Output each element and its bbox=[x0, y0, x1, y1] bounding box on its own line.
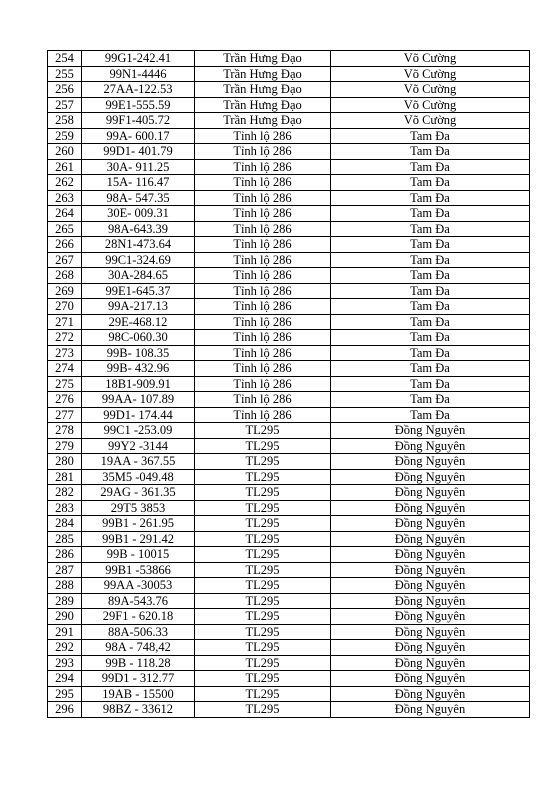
ward-cell: Đồng Nguyên bbox=[331, 485, 530, 501]
street-cell: Tỉnh lộ 286 bbox=[195, 128, 331, 144]
license-plate-cell: 19AB - 15500 bbox=[82, 686, 195, 702]
table-row bbox=[48, 82, 530, 98]
row-number-cell: 268 bbox=[48, 268, 82, 284]
street-cell: Tỉnh lộ 286 bbox=[195, 345, 331, 361]
license-plate-cell: 99G1-242.41 bbox=[82, 51, 195, 67]
table-row bbox=[48, 330, 530, 346]
license-plate-cell: 99D1- 401.79 bbox=[82, 144, 195, 160]
row-number-cell: 290 bbox=[48, 609, 82, 625]
row-number-cell: 287 bbox=[48, 562, 82, 578]
street-cell: Tỉnh lộ 286 bbox=[195, 175, 331, 191]
street-cell: Tỉnh lộ 286 bbox=[195, 299, 331, 315]
license-plate-cell: 15A- 116.47 bbox=[82, 175, 195, 191]
row-number-cell: 280 bbox=[48, 454, 82, 470]
table-row bbox=[48, 376, 530, 392]
ward-cell: Tam Đa bbox=[331, 376, 530, 392]
license-plate-cell: 98A - 748,42 bbox=[82, 640, 195, 656]
table-row bbox=[48, 159, 530, 175]
license-plate-cell: 99E1-645.37 bbox=[82, 283, 195, 299]
ward-cell: Tam Đa bbox=[331, 206, 530, 222]
street-cell: Trần Hưng Đạo bbox=[195, 82, 331, 98]
table-row bbox=[48, 237, 530, 253]
table-row bbox=[48, 206, 530, 222]
license-plate-cell: 18B1-909.91 bbox=[82, 376, 195, 392]
ward-cell: Đồng Nguyên bbox=[331, 562, 530, 578]
row-number-cell: 256 bbox=[48, 82, 82, 98]
license-plate-cell: 99AA- 107.89 bbox=[82, 392, 195, 408]
table-row bbox=[48, 113, 530, 129]
street-cell: TL295 bbox=[195, 500, 331, 516]
table-row bbox=[48, 500, 530, 516]
street-cell: TL295 bbox=[195, 624, 331, 640]
row-number-cell: 285 bbox=[48, 531, 82, 547]
license-plate-cell: 88A-506.33 bbox=[82, 624, 195, 640]
street-cell: Trần Hưng Đạo bbox=[195, 66, 331, 82]
ward-cell: Đồng Nguyên bbox=[331, 469, 530, 485]
table-row bbox=[48, 671, 530, 687]
row-number-cell: 255 bbox=[48, 66, 82, 82]
ward-cell: Tam Đa bbox=[331, 128, 530, 144]
street-cell: TL295 bbox=[195, 655, 331, 671]
ward-cell: Tam Đa bbox=[331, 144, 530, 160]
street-cell: Tỉnh lộ 286 bbox=[195, 237, 331, 253]
table-row bbox=[48, 609, 530, 625]
ward-cell: Tam Đa bbox=[331, 407, 530, 423]
row-number-cell: 289 bbox=[48, 593, 82, 609]
license-plate-cell: 30A-284.65 bbox=[82, 268, 195, 284]
row-number-cell: 288 bbox=[48, 578, 82, 594]
ward-cell: Đồng Nguyên bbox=[331, 593, 530, 609]
license-plate-cell: 99B- 432.96 bbox=[82, 361, 195, 377]
ward-cell: Tam Đa bbox=[331, 175, 530, 191]
table-row bbox=[48, 299, 530, 315]
license-plate-cell: 99E1-555.59 bbox=[82, 97, 195, 113]
ward-cell: Đồng Nguyên bbox=[331, 655, 530, 671]
license-plate-cell: 99B1 - 291.42 bbox=[82, 531, 195, 547]
row-number-cell: 293 bbox=[48, 655, 82, 671]
table-row bbox=[48, 640, 530, 656]
license-plate-cell: 99A- 600.17 bbox=[82, 128, 195, 144]
row-number-cell: 269 bbox=[48, 283, 82, 299]
license-plate-cell: 30A- 911.25 bbox=[82, 159, 195, 175]
license-plate-cell: 99C1 -253.09 bbox=[82, 423, 195, 439]
row-number-cell: 286 bbox=[48, 547, 82, 563]
table-row bbox=[48, 438, 530, 454]
street-cell: TL295 bbox=[195, 485, 331, 501]
row-number-cell: 278 bbox=[48, 423, 82, 439]
ward-cell: Tam Đa bbox=[331, 299, 530, 315]
table-row bbox=[48, 516, 530, 532]
ward-cell: Đồng Nguyên bbox=[331, 531, 530, 547]
license-plate-cell: 99D1- 174.44 bbox=[82, 407, 195, 423]
license-plate-cell: 29AG - 361.35 bbox=[82, 485, 195, 501]
table-row bbox=[48, 485, 530, 501]
street-cell: TL295 bbox=[195, 423, 331, 439]
row-number-cell: 284 bbox=[48, 516, 82, 532]
ward-cell: Tam Đa bbox=[331, 252, 530, 268]
street-cell: Tỉnh lộ 286 bbox=[195, 283, 331, 299]
table-row bbox=[48, 593, 530, 609]
row-number-cell: 296 bbox=[48, 702, 82, 718]
street-cell: Tỉnh lộ 286 bbox=[195, 376, 331, 392]
license-plate-cell: 99B - 118.28 bbox=[82, 655, 195, 671]
street-cell: TL295 bbox=[195, 547, 331, 563]
street-cell: Tỉnh lộ 286 bbox=[195, 159, 331, 175]
street-cell: TL295 bbox=[195, 671, 331, 687]
street-cell: TL295 bbox=[195, 469, 331, 485]
row-number-cell: 272 bbox=[48, 330, 82, 346]
street-cell: Tỉnh lộ 286 bbox=[195, 206, 331, 222]
table-row bbox=[48, 144, 530, 160]
ward-cell: Đồng Nguyên bbox=[331, 671, 530, 687]
row-number-cell: 295 bbox=[48, 686, 82, 702]
ward-cell: Tam Đa bbox=[331, 361, 530, 377]
table-row bbox=[48, 702, 530, 718]
license-plate-cell: 99B1 -53866 bbox=[82, 562, 195, 578]
license-plate-cell: 35M5 -049.48 bbox=[82, 469, 195, 485]
row-number-cell: 270 bbox=[48, 299, 82, 315]
street-cell: TL295 bbox=[195, 516, 331, 532]
row-number-cell: 254 bbox=[48, 51, 82, 67]
license-plate-cell: 98BZ - 33612 bbox=[82, 702, 195, 718]
ward-cell: Đồng Nguyên bbox=[331, 438, 530, 454]
row-number-cell: 261 bbox=[48, 159, 82, 175]
row-number-cell: 277 bbox=[48, 407, 82, 423]
table-row bbox=[48, 314, 530, 330]
ward-cell: Đồng Nguyên bbox=[331, 578, 530, 594]
street-cell: TL295 bbox=[195, 686, 331, 702]
table-row bbox=[48, 407, 530, 423]
ward-cell: Võ Cường bbox=[331, 51, 530, 67]
street-cell: Tỉnh lộ 286 bbox=[195, 392, 331, 408]
table-row bbox=[48, 578, 530, 594]
street-cell: Tỉnh lộ 286 bbox=[195, 330, 331, 346]
license-plate-cell: 98C-060.30 bbox=[82, 330, 195, 346]
ward-cell: Tam Đa bbox=[331, 392, 530, 408]
table-row bbox=[48, 128, 530, 144]
row-number-cell: 282 bbox=[48, 485, 82, 501]
table-row bbox=[48, 531, 530, 547]
table-row bbox=[48, 624, 530, 640]
row-number-cell: 276 bbox=[48, 392, 82, 408]
ward-cell: Đồng Nguyên bbox=[331, 500, 530, 516]
street-cell: TL295 bbox=[195, 640, 331, 656]
license-plate-cell: 99B1 - 261.95 bbox=[82, 516, 195, 532]
row-number-cell: 273 bbox=[48, 345, 82, 361]
ward-cell: Võ Cường bbox=[331, 97, 530, 113]
license-plate-cell: 29F1 - 620.18 bbox=[82, 609, 195, 625]
ward-cell: Đồng Nguyên bbox=[331, 516, 530, 532]
ward-cell: Đồng Nguyên bbox=[331, 609, 530, 625]
ward-cell: Võ Cường bbox=[331, 113, 530, 129]
row-number-cell: 258 bbox=[48, 113, 82, 129]
table-row bbox=[48, 190, 530, 206]
ward-cell: Tam Đa bbox=[331, 159, 530, 175]
table-row bbox=[48, 66, 530, 82]
table-row bbox=[48, 345, 530, 361]
street-cell: TL295 bbox=[195, 609, 331, 625]
license-plate-cell: 99B - 10015 bbox=[82, 547, 195, 563]
table-body bbox=[48, 51, 530, 718]
street-cell: Tỉnh lộ 286 bbox=[195, 361, 331, 377]
table-row bbox=[48, 547, 530, 563]
license-plate-cell: 99C1-324.69 bbox=[82, 252, 195, 268]
street-cell: Tỉnh lộ 286 bbox=[195, 252, 331, 268]
row-number-cell: 294 bbox=[48, 671, 82, 687]
table-row bbox=[48, 221, 530, 237]
street-cell: Tỉnh lộ 286 bbox=[195, 144, 331, 160]
table-row bbox=[48, 655, 530, 671]
street-cell: TL295 bbox=[195, 562, 331, 578]
ward-cell: Tam Đa bbox=[331, 221, 530, 237]
ward-cell: Đồng Nguyên bbox=[331, 624, 530, 640]
street-cell: TL295 bbox=[195, 578, 331, 594]
street-cell: Tỉnh lộ 286 bbox=[195, 407, 331, 423]
license-plate-cell: 99Y2 -3144 bbox=[82, 438, 195, 454]
license-plate-cell: 99D1 - 312.77 bbox=[82, 671, 195, 687]
street-cell: TL295 bbox=[195, 454, 331, 470]
street-cell: TL295 bbox=[195, 438, 331, 454]
row-number-cell: 267 bbox=[48, 252, 82, 268]
license-plate-cell: 99A-217.13 bbox=[82, 299, 195, 315]
license-plate-cell: 99B- 108.35 bbox=[82, 345, 195, 361]
table-row bbox=[48, 175, 530, 191]
ward-cell: Tam Đa bbox=[331, 330, 530, 346]
row-number-cell: 265 bbox=[48, 221, 82, 237]
row-number-cell: 260 bbox=[48, 144, 82, 160]
ward-cell: Đồng Nguyên bbox=[331, 423, 530, 439]
row-number-cell: 271 bbox=[48, 314, 82, 330]
row-number-cell: 274 bbox=[48, 361, 82, 377]
ward-cell: Tam Đa bbox=[331, 283, 530, 299]
table-row bbox=[48, 97, 530, 113]
license-plate-cell: 99F1-405.72 bbox=[82, 113, 195, 129]
street-cell: Tỉnh lộ 286 bbox=[195, 190, 331, 206]
ward-cell: Võ Cường bbox=[331, 66, 530, 82]
ward-cell: Tam Đa bbox=[331, 345, 530, 361]
street-cell: Tỉnh lộ 286 bbox=[195, 268, 331, 284]
ward-cell: Tam Đa bbox=[331, 190, 530, 206]
row-number-cell: 262 bbox=[48, 175, 82, 191]
street-cell: TL295 bbox=[195, 531, 331, 547]
table-row bbox=[48, 268, 530, 284]
license-plate-cell: 29E-468.12 bbox=[82, 314, 195, 330]
license-plate-cell: 30E- 009.31 bbox=[82, 206, 195, 222]
ward-cell: Đồng Nguyên bbox=[331, 454, 530, 470]
row-number-cell: 257 bbox=[48, 97, 82, 113]
street-cell: Trần Hưng Đạo bbox=[195, 113, 331, 129]
ward-cell: Tam Đa bbox=[331, 314, 530, 330]
ward-cell: Đồng Nguyên bbox=[331, 686, 530, 702]
row-number-cell: 292 bbox=[48, 640, 82, 656]
license-plate-cell: 27AA-122.53 bbox=[82, 82, 195, 98]
table-row bbox=[48, 686, 530, 702]
table-row bbox=[48, 454, 530, 470]
ward-cell: Tam Đa bbox=[331, 237, 530, 253]
table-row bbox=[48, 562, 530, 578]
ward-cell: Võ Cường bbox=[331, 82, 530, 98]
ward-cell: Đồng Nguyên bbox=[331, 547, 530, 563]
table-row bbox=[48, 469, 530, 485]
street-cell: Trần Hưng Đạo bbox=[195, 97, 331, 113]
row-number-cell: 279 bbox=[48, 438, 82, 454]
license-plate-cell: 98A-643.39 bbox=[82, 221, 195, 237]
row-number-cell: 259 bbox=[48, 128, 82, 144]
street-cell: Tỉnh lộ 286 bbox=[195, 314, 331, 330]
table-row bbox=[48, 423, 530, 439]
license-plate-cell: 99N1-4446 bbox=[82, 66, 195, 82]
row-number-cell: 266 bbox=[48, 237, 82, 253]
table-row bbox=[48, 392, 530, 408]
street-cell: TL295 bbox=[195, 593, 331, 609]
row-number-cell: 281 bbox=[48, 469, 82, 485]
row-number-cell: 264 bbox=[48, 206, 82, 222]
row-number-cell: 275 bbox=[48, 376, 82, 392]
license-plate-cell: 29T5 3853 bbox=[82, 500, 195, 516]
table-row bbox=[48, 252, 530, 268]
table-row bbox=[48, 361, 530, 377]
row-number-cell: 283 bbox=[48, 500, 82, 516]
row-number-cell: 291 bbox=[48, 624, 82, 640]
ward-cell: Đồng Nguyên bbox=[331, 702, 530, 718]
table-row bbox=[48, 283, 530, 299]
ward-cell: Tam Đa bbox=[331, 268, 530, 284]
row-number-cell: 263 bbox=[48, 190, 82, 206]
license-plate-cell: 99AA -30053 bbox=[82, 578, 195, 594]
license-plate-cell: 28N1-473.64 bbox=[82, 237, 195, 253]
street-cell: TL295 bbox=[195, 702, 331, 718]
license-plate-cell: 19AA - 367.55 bbox=[82, 454, 195, 470]
ward-cell: Đồng Nguyên bbox=[331, 640, 530, 656]
table-row bbox=[48, 51, 530, 67]
license-plate-cell: 89A-543.76 bbox=[82, 593, 195, 609]
license-plate-cell: 98A- 547.35 bbox=[82, 190, 195, 206]
street-cell: Tỉnh lộ 286 bbox=[195, 221, 331, 237]
street-cell: Trần Hưng Đạo bbox=[195, 51, 331, 67]
violation-table bbox=[47, 50, 530, 718]
